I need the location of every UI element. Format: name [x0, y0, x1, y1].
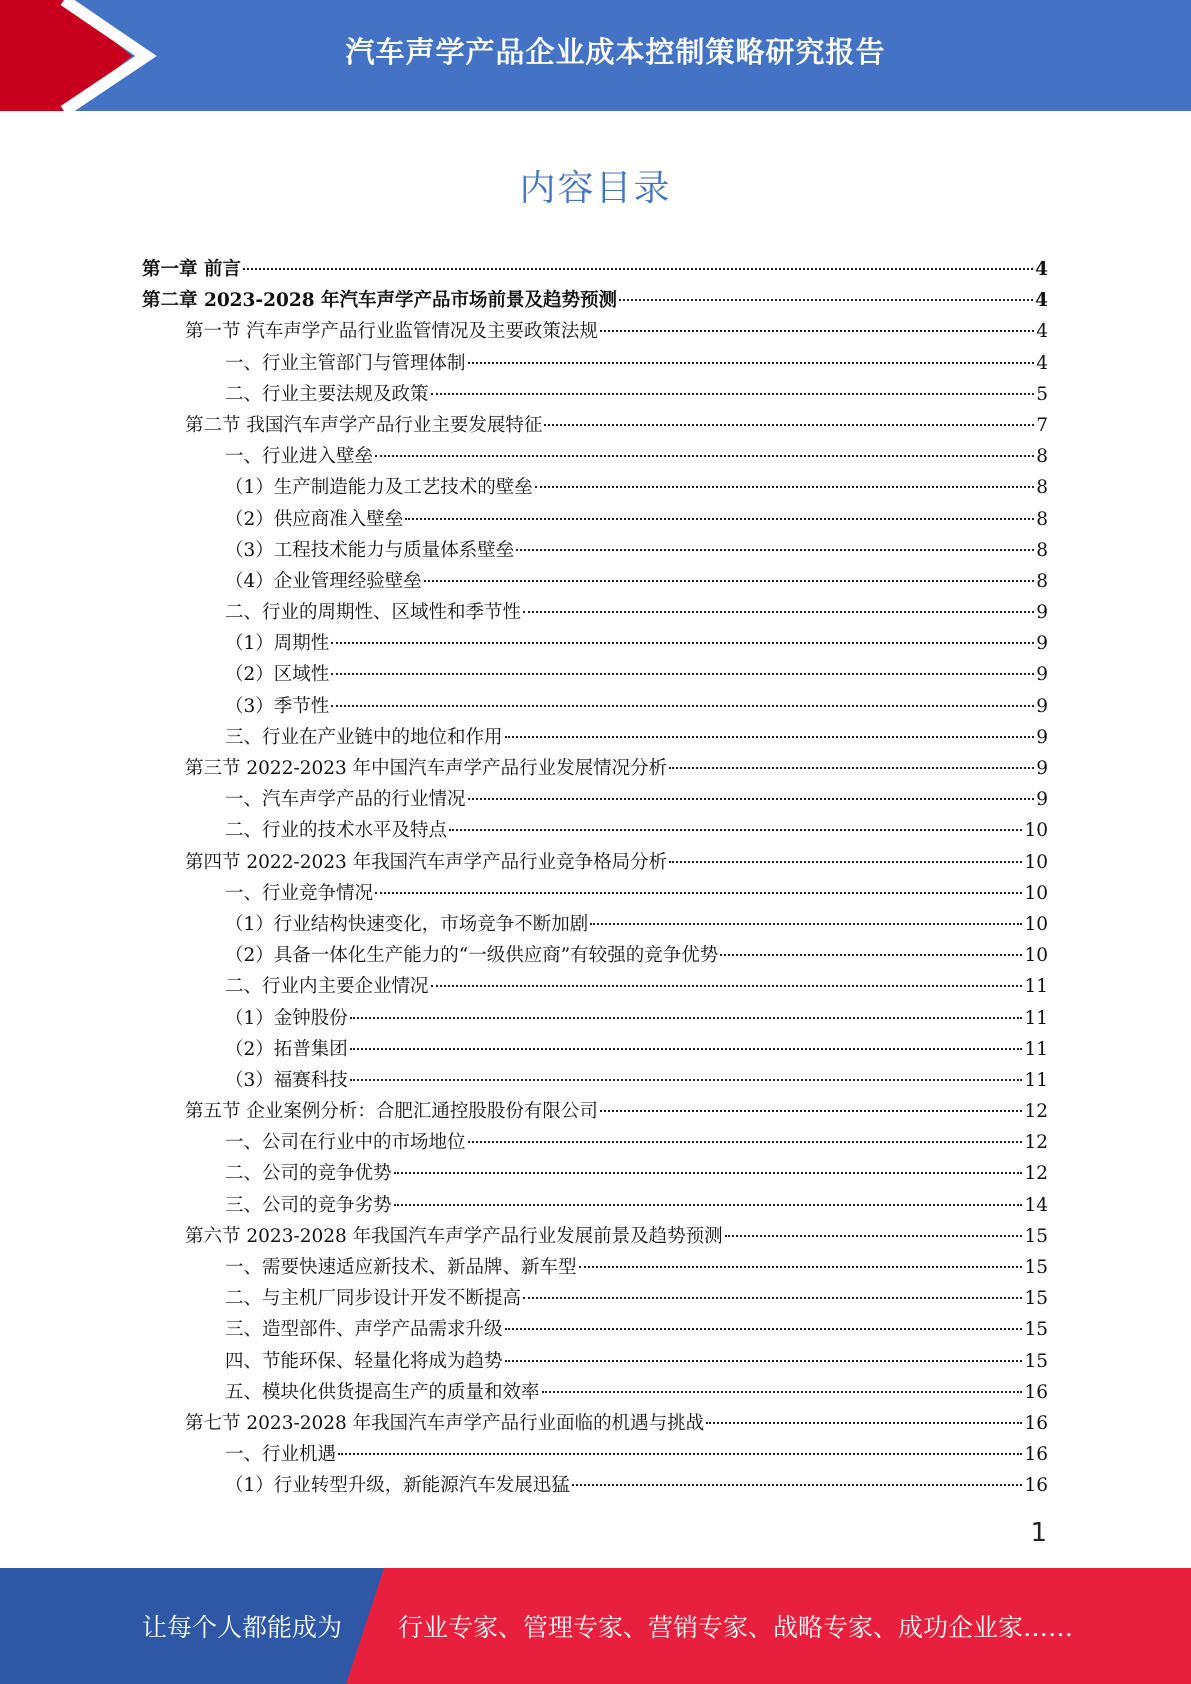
footer-slogan-left: 让每个人都能成为 [142, 1613, 343, 1642]
toc-entry-title: （1）周期性 [225, 633, 330, 655]
toc-dot-leader [468, 798, 1035, 800]
toc-entry[interactable] [142, 722, 1048, 753]
toc-entry[interactable] [142, 1252, 1048, 1283]
toc-dot-leader [350, 1017, 1023, 1019]
toc-entry-title: 第三节 2022-2023 年中国汽车声学产品行业发展情况分析 [185, 758, 668, 779]
toc-entry[interactable] [142, 285, 1048, 316]
toc-entry-title: 二、行业的技术水平及特点 [225, 820, 448, 842]
toc-dot-leader [725, 1235, 1023, 1237]
toc-entry-title: （2）区域性 [225, 664, 330, 686]
toc-entry-page: 9 [1036, 664, 1048, 686]
toc-entry-title: （4）企业管理经验壁垒 [225, 570, 422, 592]
toc-dot-leader [431, 985, 1023, 987]
toc-dot-leader [535, 486, 1034, 488]
toc-dot-leader [331, 642, 1034, 644]
toc-entry[interactable] [142, 1034, 1048, 1065]
toc-entry-page: 15 [1024, 1257, 1048, 1278]
toc-entry[interactable] [142, 504, 1048, 535]
toc-entry[interactable] [142, 472, 1048, 503]
toc-entry-page: 10 [1024, 851, 1048, 873]
toc-entry[interactable] [142, 566, 1048, 597]
toc-entry[interactable] [142, 1377, 1048, 1408]
toc-entry-title: 第一节 汽车声学产品行业监管情况及主要政策法规 [185, 321, 598, 343]
toc-entry-title: 第七节 2023-2028 年我国汽车声学产品行业面临的机遇与挑战 [185, 1412, 705, 1434]
toc-dot-leader [523, 1297, 1022, 1299]
toc-entry[interactable] [142, 1190, 1048, 1221]
toc-dot-leader [350, 1048, 1023, 1050]
toc-dot-leader [544, 424, 1034, 426]
page-footer [0, 1568, 1191, 1684]
toc-entry-title: 四、节能环保、轻量化将成为趋势 [225, 1350, 503, 1372]
toc-entry[interactable] [142, 535, 1048, 566]
toc-entry-page: 9 [1036, 789, 1048, 811]
toc-entry-page: 15 [1024, 1225, 1048, 1247]
toc-dot-leader [394, 1172, 1023, 1174]
toc-entry-page: 16 [1024, 1475, 1048, 1497]
toc-entry-page: 4 [1035, 290, 1048, 312]
toc-entry[interactable] [142, 1158, 1048, 1189]
toc-entry-title: 第五节 企业案例分析：合肥汇通控股股份有限公司 [185, 1101, 598, 1123]
toc-entry-page: 4 [1035, 259, 1048, 280]
toc-entry[interactable] [142, 1221, 1048, 1252]
toc-dot-leader [468, 1141, 1023, 1143]
toc-entry[interactable] [142, 379, 1048, 410]
toc-dot-leader [706, 1422, 1022, 1424]
toc-dot-leader [375, 455, 1034, 457]
toc-dot-leader [579, 1266, 1023, 1268]
report-title: 汽车声学产品企业成本控制策略研究报告 [345, 34, 886, 69]
toc-dot-leader [331, 673, 1034, 675]
toc-entry-title: （3）工程技术能力与质量体系壁垒 [225, 539, 515, 561]
toc-entry-title: 二、行业主要法规及政策 [225, 383, 429, 405]
toc-entry-page: 12 [1024, 1132, 1048, 1154]
toc-entry[interactable] [142, 784, 1048, 815]
toc-entry-title: （2）供应商准入壁垒 [225, 508, 404, 530]
toc-entry-page: 9 [1036, 695, 1048, 717]
toc-entry-title: 二、行业的周期性、区域性和季节性 [225, 602, 522, 624]
toc-entry[interactable] [142, 847, 1048, 878]
toc-entry[interactable] [142, 1470, 1048, 1501]
toc-entry-title: 一、行业进入壁垒 [225, 446, 374, 468]
toc-entry-title: 一、需要快速适应新技术、新品牌、新车型 [225, 1257, 577, 1278]
toc-heading: 内容目录 [519, 168, 672, 209]
toc-dot-leader [338, 1453, 1022, 1455]
toc-entry-page: 16 [1024, 1412, 1048, 1434]
toc-entry[interactable] [142, 628, 1048, 659]
toc-entry-page: 10 [1024, 820, 1048, 842]
toc-entry-page: 15 [1024, 1350, 1048, 1372]
footer-slogan-right: 行业专家、管理专家、营销专家、战略专家、成功企业家…… [398, 1613, 1074, 1642]
toc-entry-page: 8 [1036, 446, 1048, 468]
toc-entry-page: 11 [1024, 976, 1048, 998]
toc-entry-page: 11 [1024, 1007, 1048, 1029]
toc-entry-title: 第二节 我国汽车声学产品行业主要发展特征 [185, 414, 543, 436]
toc-dot-leader [619, 299, 1033, 301]
toc-entry[interactable] [142, 1439, 1048, 1470]
toc-entry-title: 第二章 2023-2028 年汽车声学产品市场前景及趋势预测 [142, 290, 618, 312]
toc-entry[interactable] [142, 348, 1048, 379]
toc-entry-page: 11 [1024, 1069, 1048, 1091]
toc-dot-leader [505, 736, 1035, 738]
toc-entry[interactable] [142, 1408, 1048, 1439]
toc-entry-title: （2）具备一体化生产能力的“一级供应商”有较强的竞争优势 [225, 945, 719, 967]
toc-dot-leader [350, 1079, 1023, 1081]
toc-dot-leader [542, 1391, 1023, 1393]
toc-entry[interactable] [142, 1346, 1048, 1377]
toc-entry[interactable] [142, 441, 1048, 472]
toc-dot-leader [505, 1328, 1023, 1330]
toc-entry[interactable] [142, 254, 1048, 285]
toc-dot-leader [243, 268, 1033, 270]
toc-dot-leader [720, 954, 1022, 956]
toc-entry-title: 二、行业内主要企业情况 [225, 976, 429, 998]
toc-entry[interactable] [142, 1096, 1048, 1127]
toc-entry-title: 三、公司的竞争劣势 [225, 1194, 392, 1216]
toc-dot-leader [600, 330, 1034, 332]
toc-dot-leader [572, 1484, 1023, 1486]
toc-dot-leader [424, 580, 1034, 582]
toc-dot-leader [449, 829, 1022, 831]
toc-dot-leader [405, 518, 1034, 520]
toc-entry-page: 10 [1024, 945, 1048, 967]
toc-dot-leader [468, 362, 1035, 364]
toc-dot-leader [669, 767, 1034, 769]
toc-entry-page: 16 [1024, 1381, 1048, 1403]
toc-entry-page: 12 [1024, 1101, 1048, 1123]
toc-entry[interactable] [142, 1065, 1048, 1096]
toc-dot-leader [516, 549, 1034, 551]
toc-entry-title: 五、模块化供货提高生产的质量和效率 [225, 1381, 540, 1403]
toc-entry-title: 三、行业在产业链中的地位和作用 [225, 726, 503, 748]
toc-dot-leader [669, 861, 1022, 863]
toc-entry-title: （3）福赛科技 [225, 1069, 348, 1091]
toc-entry-page: 12 [1024, 1163, 1048, 1185]
toc-entry-page: 9 [1036, 602, 1048, 624]
toc-entry-page: 7 [1036, 414, 1048, 436]
toc-entry-page: 8 [1036, 539, 1048, 561]
toc-entry-title: 一、行业机遇 [225, 1444, 337, 1466]
toc-entry-page: 8 [1036, 477, 1048, 499]
toc-entry-page: 9 [1036, 633, 1048, 655]
toc-entry-title: （3）季节性 [225, 695, 330, 717]
page-header [0, 0, 1191, 111]
toc-entry[interactable] [142, 316, 1048, 347]
toc-entry-title: （2）拓普集团 [225, 1038, 348, 1060]
toc-entry[interactable] [142, 878, 1048, 909]
toc-entry-page: 16 [1024, 1444, 1048, 1466]
toc-entry-page: 8 [1036, 508, 1048, 530]
toc-entry[interactable] [142, 815, 1048, 846]
toc-dot-leader [590, 923, 1022, 925]
toc-entry-page: 15 [1024, 1319, 1048, 1341]
toc-entry[interactable] [142, 659, 1048, 690]
toc-dot-leader [505, 1360, 1023, 1362]
toc-entry-title: 一、公司在行业中的市场地位 [225, 1132, 466, 1154]
toc-entry-page: 5 [1036, 383, 1048, 405]
toc-entry-page: 10 [1024, 882, 1048, 904]
toc-entry-page: 15 [1024, 1288, 1048, 1310]
toc-entry[interactable] [142, 597, 1048, 628]
toc-entry-page: 8 [1036, 570, 1048, 592]
toc-entry-page: 14 [1024, 1194, 1048, 1216]
toc-dot-leader [431, 393, 1035, 395]
toc-entry-page: 4 [1036, 321, 1048, 343]
toc-entry-title: （1）行业转型升级，新能源汽车发展迅猛 [225, 1475, 570, 1497]
toc-dot-leader [600, 1110, 1023, 1112]
toc-dot-leader [523, 611, 1034, 613]
page-number: 1 [1030, 1518, 1047, 1548]
toc-entry-title: （1）行业结构快速变化，市场竞争不断加剧 [225, 913, 589, 935]
toc-entry-page: 9 [1036, 726, 1048, 748]
toc-entry[interactable] [142, 1003, 1048, 1034]
toc-entry[interactable] [142, 1314, 1048, 1345]
toc-entry-title: 三、造型部件、声学产品需求升级 [225, 1319, 503, 1341]
toc-entry-page: 9 [1036, 758, 1048, 779]
toc-entry-title: 二、公司的竞争优势 [225, 1163, 392, 1185]
toc-entry[interactable] [142, 940, 1048, 971]
toc-entry-title: 一、行业竞争情况 [225, 882, 374, 904]
toc-entry-title: 一、汽车声学产品的行业情况 [225, 789, 466, 811]
toc-entry-page: 10 [1024, 913, 1048, 935]
toc-dot-leader [375, 892, 1022, 894]
toc-entry[interactable] [142, 1127, 1048, 1158]
toc-entry-title: 第六节 2023-2028 年我国汽车声学产品行业发展前景及趋势预测 [185, 1225, 723, 1247]
toc-entry-title: （1）金钟股份 [225, 1007, 348, 1029]
toc-entry[interactable] [142, 691, 1048, 722]
toc-entry-title: （1）生产制造能力及工艺技术的壁垒 [225, 477, 533, 499]
toc-entry-title: 二、与主机厂同步设计开发不断提高 [225, 1288, 522, 1310]
toc-entry-title: 第四节 2022-2023 年我国汽车声学产品行业竞争格局分析 [185, 851, 668, 873]
toc-entry[interactable] [142, 971, 1048, 1002]
toc-entry[interactable] [142, 1283, 1048, 1314]
toc-entry-page: 11 [1024, 1038, 1048, 1060]
toc-entry[interactable] [142, 410, 1048, 441]
toc-entry-title: 第一章 前言 [142, 259, 241, 280]
toc-dot-leader [394, 1204, 1023, 1206]
toc-entry-page: 4 [1036, 352, 1048, 374]
toc-entry[interactable] [142, 909, 1048, 940]
toc-dot-leader [331, 705, 1034, 707]
table-of-contents [142, 254, 1048, 1502]
toc-entry-title: 一、行业主管部门与管理体制 [225, 352, 466, 374]
toc-entry[interactable] [142, 753, 1048, 784]
